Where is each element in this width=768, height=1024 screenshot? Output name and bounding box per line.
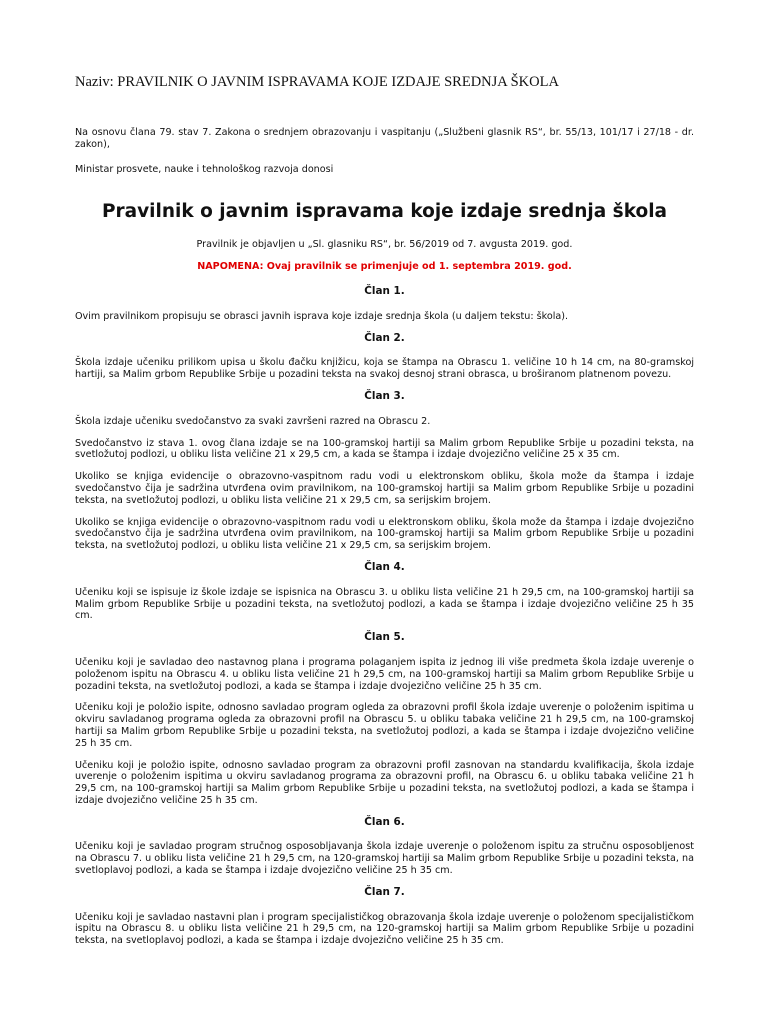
article-heading: Član 6. <box>364 815 405 828</box>
naziv-label: Naziv: <box>75 74 114 90</box>
article-paragraph: Učeniku koji je savladao deo nastavnog plana i programa polaganjem ispita iz jednog ili više predmeta škola izdaje uverenje o položenom ispitu na Obrascu 4. u obliku lista veličine 21 h 29,5 cm, na 100-gramskoj hartiji sa Malim grbom Republike Srbije u pozadini teksta, na svetložutoj podlozi, a kada se štampa i izdaje dvojezično veličine 25 h 35 cm. <box>75 656 694 692</box>
naziv-value: PRAVILNIK O JAVNIM ISPRAVAMA KOJE IZDAJE SREDNJA ŠKOLA <box>117 74 559 90</box>
article-paragraph: Svedočanstvo iz stava 1. ovog člana izdaje se na 100-gramskoj hartiji sa Malim grbom Republike Srbije u pozadini teksta, na svetložutoj podlozi, u obliku lista veličine 21 x 29,5 cm, a kada se štampa i izdaje dvojezično veličine 25 x 35 cm. <box>75 437 694 461</box>
article-heading: Član 1. <box>364 284 405 297</box>
article-paragraph: Ukoliko se knjiga evidencije o obrazovno-vaspitnom radu vodi u elektronskom obliku, škola može da štampa i izdaje dvojezično svedočanstvo čija je sadržina utvrđena ovim pravilnikom, na 100-gramskoj hartiji sa Malim grbom Republike Srbije u pozadini teksta, na svetložutoj podlozi, u obliku lista veličine 21 x 29,5 cm, sa serijskim brojem. <box>75 516 694 552</box>
article-heading: Član 7. <box>364 885 405 898</box>
article-paragraph: Škola izdaje učeniku svedočanstvo za svaki završeni razred na Obrascu 2. <box>75 415 431 427</box>
article-heading: Član 5. <box>364 631 405 644</box>
document-name-line <box>75 74 715 91</box>
article-heading: Član 3. <box>364 389 405 402</box>
article-paragraph: Ukoliko se knjiga evidencije o obrazovno-vaspitnom radu vodi u elektronskom obliku, škola može da štampa i izdaje svedočanstvo čija je sadržina utvrđena ovim pravilnikom, na 100-gramskoj hartiji sa Malim grbom Republike Srbije u pozadini teksta, na svetložutoj podlozi, u obliku lista veličine 21 x 29,5 cm, sa serijskim brojem. <box>75 471 694 506</box>
document-title: Pravilnik o javnim ispravama koje izdaje srednja škola <box>101 201 668 223</box>
article-heading: Član 4. <box>364 560 405 573</box>
article-paragraph: Učeniku koji je savladao nastavni plan i program specijalističkog obrazovanja škola izdaje uverenje o položenom specijalističkom ispitu na Obrascu 8. u obliku lista veličine 21 h 29,5 cm, na 120-gramskoj hartiji sa Malim grbom Republike Srbije u pozadini teksta, na svetloplavoj podlozi, a kada se štampa i izdaje dvojezično veličine 25 h 35 cm. <box>75 911 694 947</box>
legal-basis: Na osnovu člana 79. stav 7. Zakona o srednjem obrazovanju i vaspitanju („Službeni glasnik RS“, br. 55/13, 101/17 i 27/18 - dr. zakon), <box>75 127 694 150</box>
document-body <box>75 127 694 957</box>
article-heading: Član 2. <box>364 331 405 344</box>
article-paragraph: Učeniku koji je položio ispite, odnosno savladao program ogleda za obrazovni profil škola izdaje uverenje o položenim ispitima u okviru savladanog programa ogleda za obrazovni profil na Obrascu 5. u obliku tabaka veličine 21 h 29,5 cm, na 100-gramskoj hartiji sa Malim grbom Republike Srbije u pozadini teksta, na svetložutoj podlozi, a kada se štampa i izdaje dvojezično veličine 25 h 35 cm. <box>75 702 694 749</box>
article-paragraph: Učeniku koji je savladao program stručnog osposobljavanja škola izdaje uverenje o položenom ispitu za stručnu osposobljenost na Obrascu 7. u obliku lista veličine 21 h 29,5 cm, na 120-gramskoj hartiji sa Malim grbom Republike Srbije u pozadini teksta, na svetloplavoj podlozi, a kada se štampa i izdaje dvojezično veličine 25 h 35 cm. <box>75 841 694 877</box>
napomena-note: NAPOMENA: Ovaj pravilnik se primenjuje od 1. septembra 2019. god. <box>197 261 572 273</box>
issuer-line: Ministar prosvete, nauke i tehnološkog razvoja donosi <box>75 163 334 175</box>
publication-note: Pravilnik je objavljen u „Sl. glasniku RS“, br. 56/2019 od 7. avgusta 2019. god. <box>196 239 573 251</box>
article-paragraph: Škola izdaje učeniku prilikom upisa u školu đačku knjižicu, koja se štampa na Obrascu 1. veličine 10 h 14 cm, na 80-gramskoj hartiji, sa Malim grbom Republike Srbije u pozadini teksta na svakoj desnoj strani obrasca, u broširanom platnenom povezu. <box>75 357 694 381</box>
article-paragraph: Učeniku koji je položio ispite, odnosno savladao program za obrazovni profil zasnovan na standardu kvalifikacija, škola izdaje uverenje o položenim ispitima u okviru savladanog programa za obrazovni profil, na Obrascu 6. u obliku tabaka veličine 21 h 29,5 cm, na 100-gramskoj hartiji sa Malim grbom Republike Srbije u pozadini teksta, na svetložutoj podlozi, a kada se štampa i izdaje dvojezično veličine 25 h 35 cm. <box>75 759 694 806</box>
article-paragraph: Učeniku koji se ispisuje iz škole izdaje se ispisnica na Obrascu 3. u obliku lista veličine 21 h 29,5 cm, na 100-gramskoj hartiji sa Malim grbom Republike Srbije u pozadini teksta, na svetložutoj podlozi, a kada se štampa i izdaje dvojezično veličine 25 h 35 cm. <box>75 586 694 622</box>
article-paragraph: Ovim pravilnikom propisuju se obrasci javnih isprava koje izdaje srednja škola (u daljem tekstu: škola). <box>75 310 569 322</box>
articles-list <box>75 286 694 947</box>
